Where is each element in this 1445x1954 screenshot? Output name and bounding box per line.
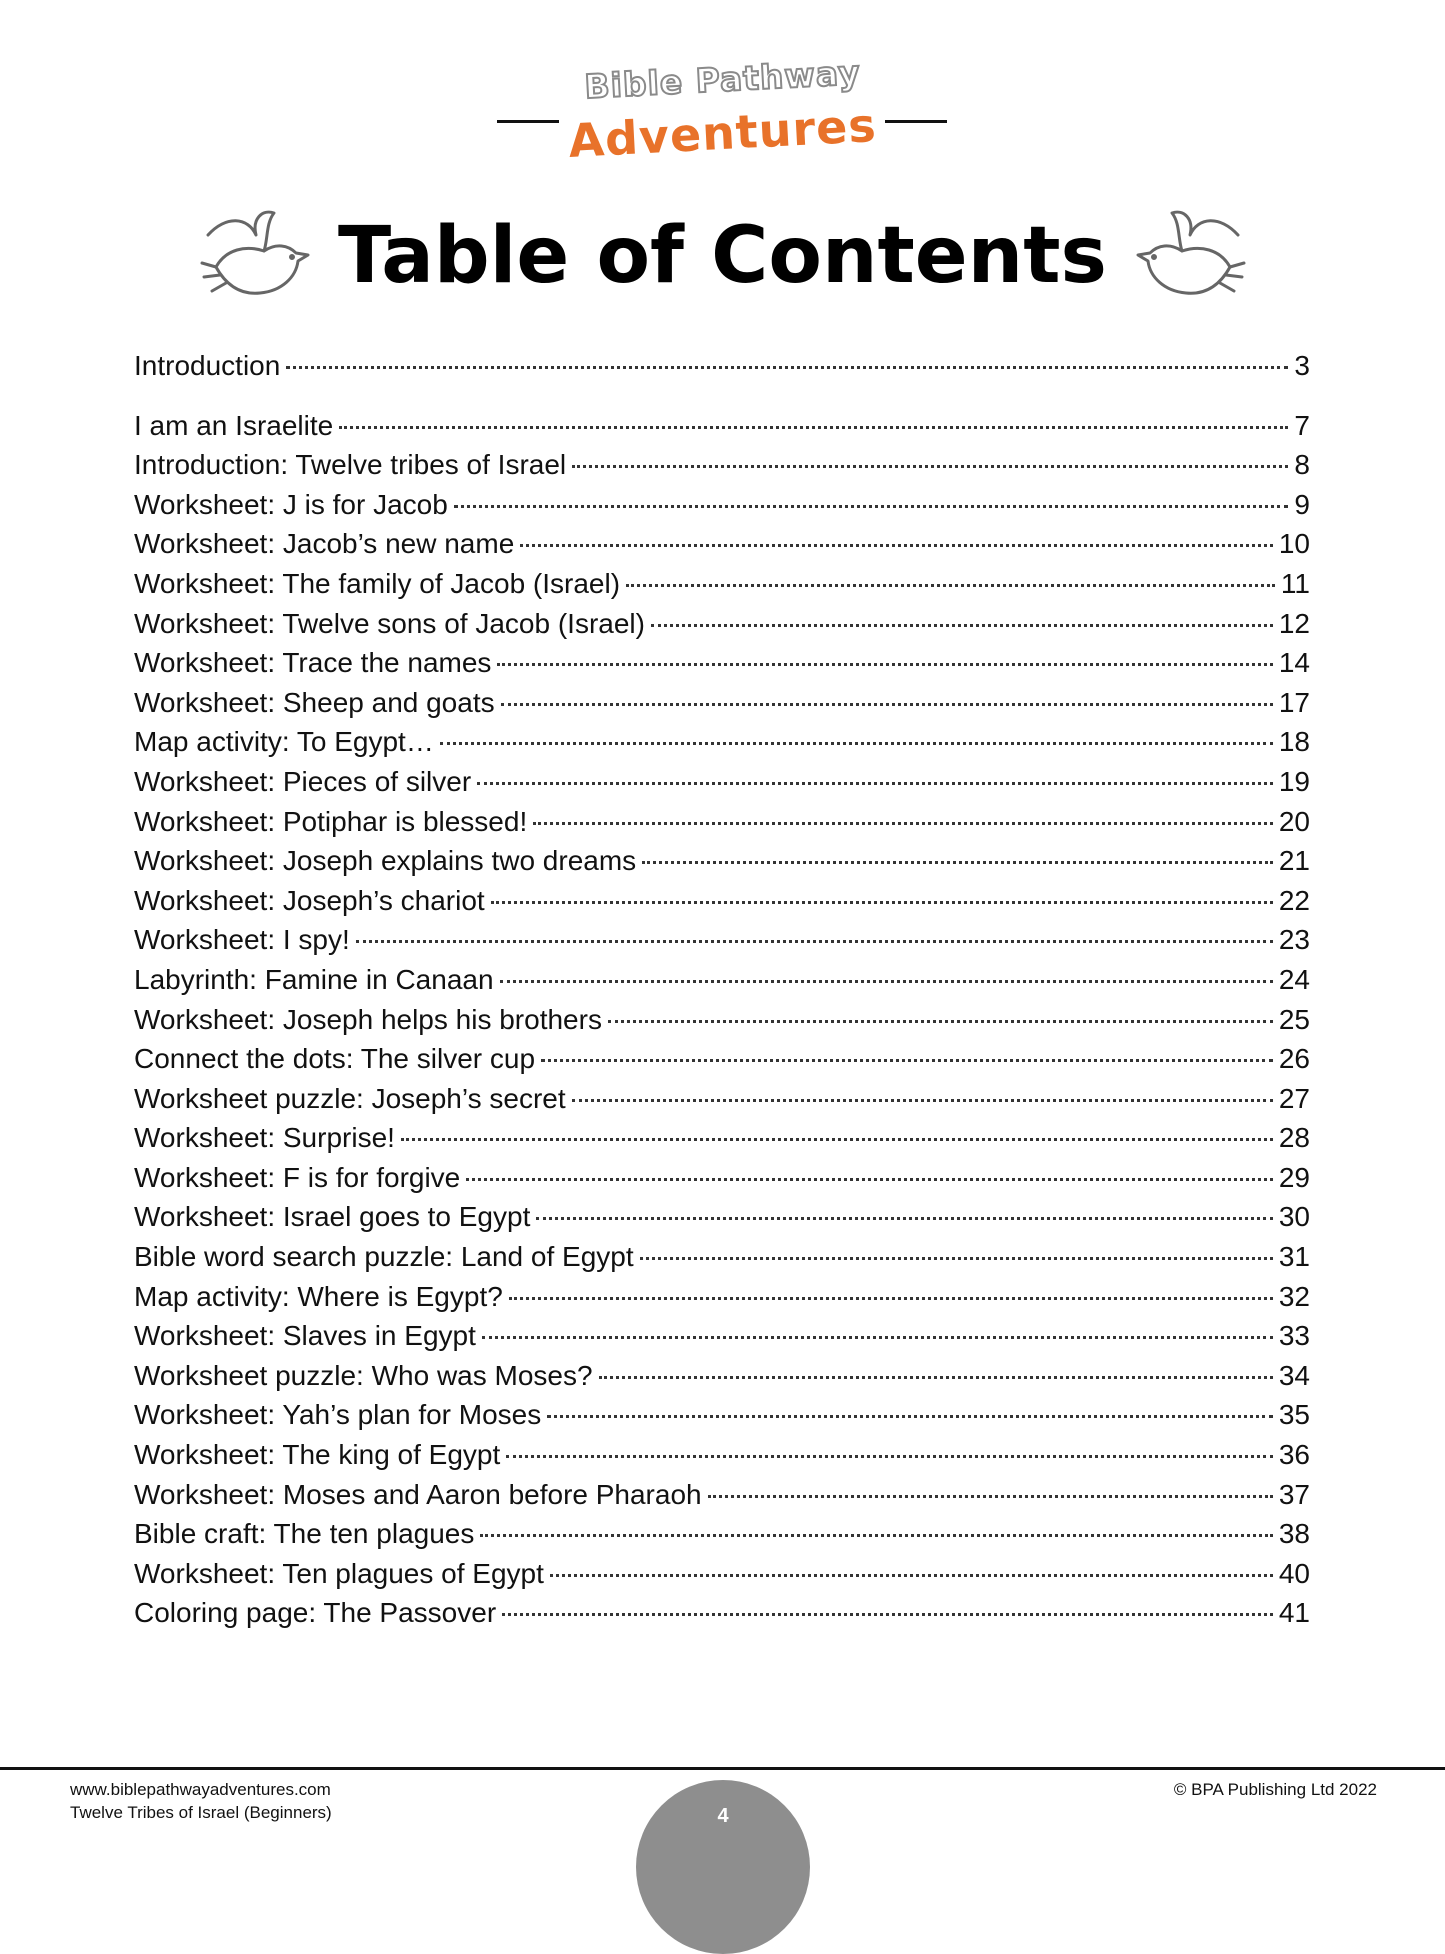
toc-entry[interactable] <box>134 485 1310 525</box>
toc-entry-title: Bible craft: The ten plagues <box>134 1518 475 1550</box>
logo-line-1: Bible Pathway <box>583 52 862 107</box>
toc-entry-page: 31 <box>1278 1241 1310 1273</box>
toc-entry-page: 3 <box>1294 350 1310 381</box>
toc-entry-page: 11 <box>1280 567 1310 599</box>
toc-entry-title: Worksheet: Yah’s plan for Moses <box>134 1399 542 1431</box>
toc-entry-title: Bible word search puzzle: Land of Egypt <box>134 1241 634 1273</box>
toc-leader-dots <box>541 1059 1273 1062</box>
toc-leader-dots <box>482 1336 1273 1339</box>
toc-leader-dots <box>608 1020 1273 1023</box>
toc-leader-dots <box>440 742 1273 745</box>
toc-entry-title: Worksheet: Slaves in Egypt <box>134 1320 476 1352</box>
toc-entry[interactable] <box>134 1000 1310 1040</box>
page-title: Table of Contents <box>338 211 1107 301</box>
toc-entry-page: 19 <box>1278 765 1310 797</box>
toc-entry-page: 36 <box>1278 1439 1310 1471</box>
page-number: 4 <box>717 1805 729 1827</box>
toc-entry[interactable] <box>134 524 1310 564</box>
toc-entry[interactable] <box>134 722 1310 762</box>
footer-website[interactable]: www.biblepathwayadventures.com <box>70 1780 331 1799</box>
toc-leader-dots <box>286 366 1288 369</box>
toc-entry[interactable] <box>134 960 1310 1000</box>
toc-entry[interactable] <box>134 1356 1310 1396</box>
toc-leader-dots <box>491 901 1273 904</box>
toc-entry-page: 27 <box>1278 1082 1310 1114</box>
toc-leader-dots <box>536 1217 1272 1220</box>
toc-leader-dots <box>466 1178 1273 1181</box>
toc-entry-title: Labyrinth: Famine in Canaan <box>134 963 494 995</box>
toc-entry-page: 8 <box>1294 449 1310 481</box>
toc-entry-title: Worksheet: Sheep and goats <box>134 686 495 718</box>
toc-entry[interactable] <box>134 445 1310 485</box>
toc-entry-page: 34 <box>1278 1359 1310 1391</box>
footer-book-title: Twelve Tribes of Israel (Beginners) <box>70 1803 332 1822</box>
toc-entry[interactable] <box>134 841 1310 881</box>
footer-copyright: © BPA Publishing Ltd 2022 <box>1173 1780 1377 1799</box>
toc-entry-title: I am an Israelite <box>134 409 334 441</box>
toc-entry-page: 29 <box>1278 1161 1310 1193</box>
toc-entry-title: Worksheet: F is for forgive <box>134 1161 461 1193</box>
toc-entry-title: Worksheet: The family of Jacob (Israel) <box>134 567 621 599</box>
toc-entry-title: Worksheet: Joseph helps his brothers <box>134 1003 602 1035</box>
toc-entry-title: Worksheet: Pieces of silver <box>134 765 472 797</box>
toc-leader-dots <box>547 1415 1273 1418</box>
toc-entry-page: 21 <box>1278 845 1310 877</box>
toc-entry[interactable] <box>134 406 1310 446</box>
toc-entry-title: Introduction <box>134 350 281 381</box>
toc-entry-title: Worksheet: Moses and Aaron before Pharaoh <box>134 1478 702 1510</box>
toc-entry[interactable] <box>134 802 1310 842</box>
toc-entry-page: 28 <box>1278 1122 1310 1154</box>
toc-entry-title: Worksheet: Jacob’s new name <box>134 528 515 560</box>
toc-entry[interactable] <box>134 1197 1310 1237</box>
footer-rule <box>0 1767 1445 1770</box>
toc-entry-title: Worksheet: Joseph’s chariot <box>134 884 485 916</box>
toc-leader-dots <box>626 584 1275 587</box>
toc-entry[interactable] <box>134 1475 1310 1515</box>
toc-entry-title: Worksheet puzzle: Joseph’s secret <box>134 1082 566 1114</box>
toc-leader-dots <box>339 426 1288 429</box>
toc-entry-title: Worksheet: Ten plagues of Egypt <box>134 1557 544 1589</box>
toc-leader-dots <box>502 1613 1273 1616</box>
toc-entry[interactable] <box>134 1039 1310 1079</box>
toc-leader-dots <box>497 663 1272 666</box>
toc-entry[interactable] <box>134 1277 1310 1317</box>
toc-entry-page: 23 <box>1278 924 1310 956</box>
toc-leader-dots <box>708 1495 1273 1498</box>
toc-leader-dots <box>572 1099 1273 1102</box>
toc-entry-page: 32 <box>1278 1280 1310 1312</box>
toc-entry-page: 35 <box>1278 1399 1310 1431</box>
toc-entry[interactable] <box>134 920 1310 960</box>
toc-entry-page: 25 <box>1278 1003 1310 1035</box>
toc-entry[interactable] <box>134 1435 1310 1475</box>
toc-leader-dots <box>500 980 1273 983</box>
toc-entry-page: 37 <box>1278 1478 1310 1510</box>
toc-entry-page: 24 <box>1278 963 1310 995</box>
toc-leader-dots <box>356 940 1273 943</box>
toc-entry[interactable] <box>134 346 1310 386</box>
toc-leader-dots <box>401 1138 1273 1141</box>
toc-entry-title: Worksheet puzzle: Who was Moses? <box>134 1359 593 1391</box>
toc-entry[interactable] <box>134 1593 1310 1633</box>
toc-entry-title: Coloring page: The Passover <box>134 1597 497 1629</box>
toc-entry-page: 20 <box>1278 805 1310 837</box>
toc-entry-title: Worksheet: Twelve sons of Jacob (Israel) <box>134 607 645 639</box>
toc-leader-dots <box>501 703 1273 706</box>
toc-entry-page: 18 <box>1278 726 1310 758</box>
toc-leader-dots <box>477 782 1273 785</box>
brand-logo <box>0 28 1445 169</box>
toc-entry-page: 30 <box>1278 1201 1310 1233</box>
toc-entry-title: Map activity: To Egypt… <box>134 726 434 758</box>
toc-leader-dots <box>533 822 1273 825</box>
toc-entry-page: 26 <box>1278 1043 1310 1075</box>
toc-entry[interactable] <box>134 1316 1310 1356</box>
toc-leader-dots <box>480 1534 1272 1537</box>
logo-line-2: Adventures <box>567 97 878 169</box>
toc-entry[interactable] <box>134 604 1310 644</box>
dove-right-icon <box>1130 205 1250 305</box>
toc-entry[interactable] <box>134 1554 1310 1594</box>
toc-entry-page: 14 <box>1278 647 1310 679</box>
toc-leader-dots <box>640 1257 1273 1260</box>
table-of-contents <box>134 346 1310 1633</box>
toc-entry-page: 12 <box>1278 607 1310 639</box>
toc-leader-dots <box>506 1455 1273 1458</box>
toc-entry-page: 17 <box>1278 686 1310 718</box>
toc-leader-dots <box>454 505 1289 508</box>
toc-entry-title: Worksheet: Israel goes to Egypt <box>134 1201 531 1233</box>
toc-entry-title: Worksheet: Potiphar is blessed! <box>134 805 528 837</box>
toc-entry-page: 38 <box>1278 1518 1310 1550</box>
toc-entry-title: Worksheet: Trace the names <box>134 647 492 679</box>
toc-entry[interactable] <box>134 1514 1310 1554</box>
toc-leader-dots <box>509 1297 1273 1300</box>
toc-entry[interactable] <box>134 1118 1310 1158</box>
toc-leader-dots <box>642 861 1273 864</box>
toc-entry-title: Introduction: Twelve tribes of Israel <box>134 449 567 481</box>
toc-entry-title: Worksheet: Surprise! <box>134 1122 395 1154</box>
toc-leader-dots <box>572 465 1288 468</box>
toc-entry-page: 9 <box>1294 488 1310 520</box>
toc-leader-dots <box>599 1376 1273 1379</box>
toc-entry[interactable] <box>134 1158 1310 1198</box>
toc-entry-title: Worksheet: The king of Egypt <box>134 1439 501 1471</box>
toc-entry[interactable] <box>134 564 1310 604</box>
toc-leader-dots <box>550 1574 1273 1577</box>
toc-entry[interactable] <box>134 683 1310 723</box>
toc-entry-title: Map activity: Where is Egypt? <box>134 1280 503 1312</box>
toc-entry[interactable] <box>134 762 1310 802</box>
toc-entry-page: 40 <box>1278 1557 1310 1589</box>
toc-entry[interactable] <box>134 643 1310 683</box>
toc-entry-title: Worksheet: J is for Jacob <box>134 488 448 520</box>
toc-entry-page: 41 <box>1278 1597 1310 1629</box>
toc-entry-title: Worksheet: Joseph explains two dreams <box>134 845 637 877</box>
toc-entry-page: 22 <box>1278 884 1310 916</box>
title-row <box>0 205 1445 315</box>
toc-entry[interactable] <box>134 1237 1310 1277</box>
toc-entry[interactable] <box>134 1079 1310 1119</box>
toc-entry[interactable] <box>134 881 1310 921</box>
footer-left <box>70 1778 332 1824</box>
toc-entry-page: 33 <box>1278 1320 1310 1352</box>
toc-entry-title: Connect the dots: The silver cup <box>134 1043 536 1075</box>
toc-leader-dots <box>651 624 1273 627</box>
toc-entry-title: Worksheet: I spy! <box>134 924 350 956</box>
toc-entry-page: 7 <box>1294 409 1310 441</box>
toc-entry[interactable] <box>134 1395 1310 1435</box>
toc-leader-dots <box>520 544 1273 547</box>
toc-entry-page: 10 <box>1278 528 1310 560</box>
